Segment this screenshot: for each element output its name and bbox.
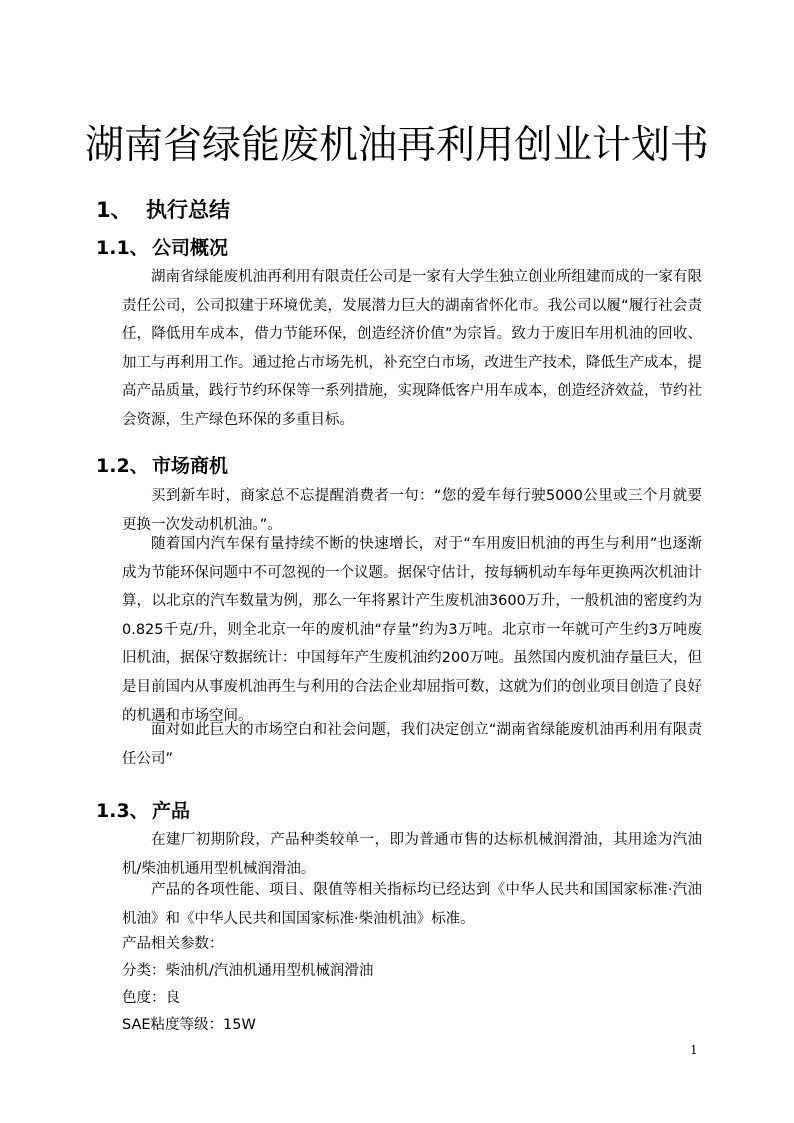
- section-1-heading: [96, 196, 230, 224]
- product-params-label: 产品相关参数：: [122, 936, 224, 952]
- section-1-3-title: 产品: [152, 800, 191, 822]
- product-param-classification: 分类：柴油机/汽油机通用型机械润滑油: [122, 963, 374, 979]
- page-number: 1: [690, 1043, 698, 1057]
- section-1-2-number: 1.2、: [96, 455, 149, 477]
- section-1-3-paragraph-2: 产品的各项性能、项目、限值等相关指标均已经达到《中华人民共和国国家标准·汽油机油》和《中华人民共和国国家标准·柴油机油》标准。: [122, 882, 702, 927]
- product-param-viscosity: SAE粘度等级：15W: [122, 1017, 256, 1033]
- section-1-2-paragraph-3: 面对如此巨大的市场空白和社会问题，我们决定创立“湖南省绿能废机油再利用有限责任公司”: [122, 722, 702, 767]
- section-1-3-number: 1.3、: [96, 800, 149, 822]
- section-1-1-heading: [96, 235, 228, 261]
- section-1-2-heading: [96, 453, 228, 479]
- section-1-2-title: 市场商机: [152, 455, 229, 477]
- section-1-3-paragraph-1: 在建厂初期阶段，产品种类较单一，即为普通市售的达标机械润滑油，其用途为汽油机/柴油机通用型机械润滑油。: [122, 832, 702, 877]
- section-1-2-paragraph-2: 随着国内汽车保有量持续不断的快速增长，对于“车用废旧机油的再生与利用”也逐渐成为节能环保问题中不可忽视的一个议题。据保守估计，按每辆机动车每年更换两次机油计算，以北京的汽车数量为例，那么一年将累计产生废机油3600万升，一般机油的密度约为0.825千克/升，则全北京一年的废机油“存量”约为3万吨。北京市一年就可产生约3万吨废旧机油，据保守数据统计：中国每年产生废机油约200万吨。虽然国内废机油存量巨大，但是目前国内从事废机油再生与利用的合法企业却屈指可数，这就为们的创业项目创造了良好的机遇和市场空间。: [122, 536, 702, 724]
- section-1-title: 执行总结: [146, 198, 230, 222]
- section-1-3-heading: [96, 798, 190, 824]
- section-1-number: 1、: [96, 198, 132, 222]
- product-param-color: 色度：良: [122, 990, 180, 1006]
- section-1-1-paragraph: 湖南省绿能废机油再利用有限责任公司是一家有大学生独立创业所组建而成的一家有限责任公司，公司拟建于环境优美，发展潜力巨大的湖南省怀化市。我公司以履“履行社会责任，降低用车成本，借力节能环保，创造经济价值”为宗旨。致力于废旧车用机油的回收、加工与再利用工作。通过抢占市场先机，补充空白市场，改进生产技术，降低生产成本，提高产品质量，践行节约环保等一系列措施，实现降低客户用车成本，创造经济效益，节约社会资源，生产绿色环保的多重目标。: [122, 269, 702, 428]
- section-1-2-paragraph-1: 买到新车时，商家总不忘提醒消费者一句：“您的爱车每行驶5000公里或三个月就要更换一次发动机机油。”。: [122, 488, 702, 533]
- document-title: 湖南省绿能废机油再利用创业计划书: [84, 123, 709, 168]
- section-1-1-number: 1.1、: [96, 237, 149, 259]
- section-1-1-title: 公司概况: [152, 237, 229, 259]
